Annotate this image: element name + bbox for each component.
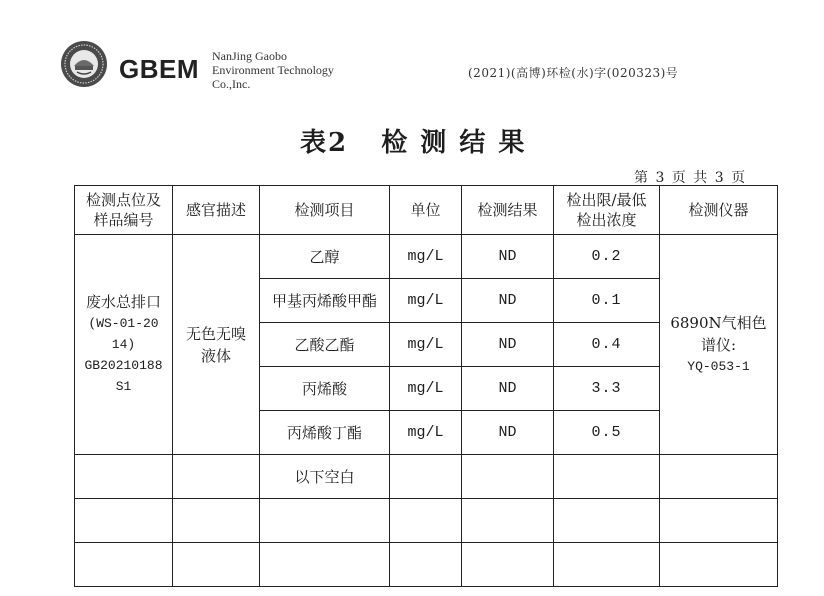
empty-cell	[173, 499, 260, 543]
brand-name: GBEM	[119, 54, 199, 84]
company-name-line: Environment Technology	[212, 63, 334, 77]
instrument-line: 6890N气相色	[670, 313, 767, 332]
empty-cell	[75, 499, 173, 543]
instrument-cell	[660, 235, 778, 455]
unit-cell: mg/L	[390, 279, 462, 323]
empty-cell	[462, 499, 554, 543]
empty-cell	[554, 499, 660, 543]
unit-cell: mg/L	[390, 367, 462, 411]
unit-cell: mg/L	[390, 235, 462, 279]
report-number: (2021)(高博)环检(水)字(020323)号	[468, 66, 679, 80]
item-cell: 乙酸乙酯	[260, 323, 390, 367]
results-table	[74, 185, 778, 587]
sample-line: S1	[115, 379, 132, 394]
table-row	[75, 235, 778, 279]
table-row	[75, 543, 778, 587]
sensory-description-cell	[173, 235, 260, 455]
table-row	[75, 499, 778, 543]
sample-point-cell	[75, 235, 173, 455]
sample-line: 14)	[111, 337, 136, 352]
limit-cell: 0.1	[554, 279, 660, 323]
table-row	[75, 455, 778, 499]
empty-cell	[260, 543, 390, 587]
page-title: 表2 检 测 结 果	[300, 128, 527, 158]
sample-line: GB20210188	[84, 358, 163, 373]
unit-cell: mg/L	[390, 411, 462, 455]
empty-cell	[554, 543, 660, 587]
empty-cell	[390, 543, 462, 587]
empty-cell	[660, 455, 778, 499]
item-cell: 甲基丙烯酸甲酯	[260, 279, 390, 323]
company-seal-logo	[60, 40, 108, 88]
sample-line: (WS-01-20	[88, 316, 159, 331]
sensory-line: 无色无嗅	[185, 324, 246, 343]
result-cell: ND	[462, 235, 554, 279]
instrument-line: YQ-053-1	[687, 358, 750, 374]
company-name	[212, 49, 334, 91]
result-cell: ND	[462, 279, 554, 323]
unit-cell: mg/L	[390, 323, 462, 367]
empty-cell	[660, 499, 778, 543]
limit-cell: 0.2	[554, 235, 660, 279]
header-instrument: 检测仪器	[660, 186, 778, 235]
empty-cell	[462, 543, 554, 587]
result-cell: ND	[462, 411, 554, 455]
header-result: 检测结果	[462, 186, 554, 235]
empty-cell	[554, 455, 660, 499]
limit-cell: 0.5	[554, 411, 660, 455]
header-unit: 单位	[390, 186, 462, 235]
empty-cell	[173, 455, 260, 499]
header-item: 检测项目	[260, 186, 390, 235]
empty-cell	[75, 455, 173, 499]
empty-cell	[390, 499, 462, 543]
result-cell: ND	[462, 323, 554, 367]
page-indicator: 第 3 页 共 3 页	[634, 170, 746, 186]
instrument-line: 谱仪:	[700, 335, 737, 354]
header-limit: 检出限/最低检出浓度	[554, 186, 660, 235]
limit-cell: 0.4	[554, 323, 660, 367]
blank-note-cell: 以下空白	[260, 455, 390, 499]
sensory-line: 液体	[200, 346, 231, 365]
empty-cell	[260, 499, 390, 543]
empty-cell	[660, 543, 778, 587]
company-name-line: NanJing Gaobo	[212, 49, 287, 63]
header-sensory: 感官描述	[173, 186, 260, 235]
result-cell: ND	[462, 367, 554, 411]
limit-cell: 3.3	[554, 367, 660, 411]
empty-cell	[462, 455, 554, 499]
empty-cell	[173, 543, 260, 587]
header-point: 检测点位及样品编号	[75, 186, 173, 235]
table-header-row	[75, 186, 778, 235]
item-cell: 丙烯酸	[260, 367, 390, 411]
company-name-line: Co.,Inc.	[212, 77, 251, 91]
item-cell: 丙烯酸丁酯	[260, 411, 390, 455]
empty-cell	[75, 543, 173, 587]
item-cell: 乙醇	[260, 235, 390, 279]
sample-line: 废水总排口	[85, 293, 161, 311]
empty-cell	[390, 455, 462, 499]
